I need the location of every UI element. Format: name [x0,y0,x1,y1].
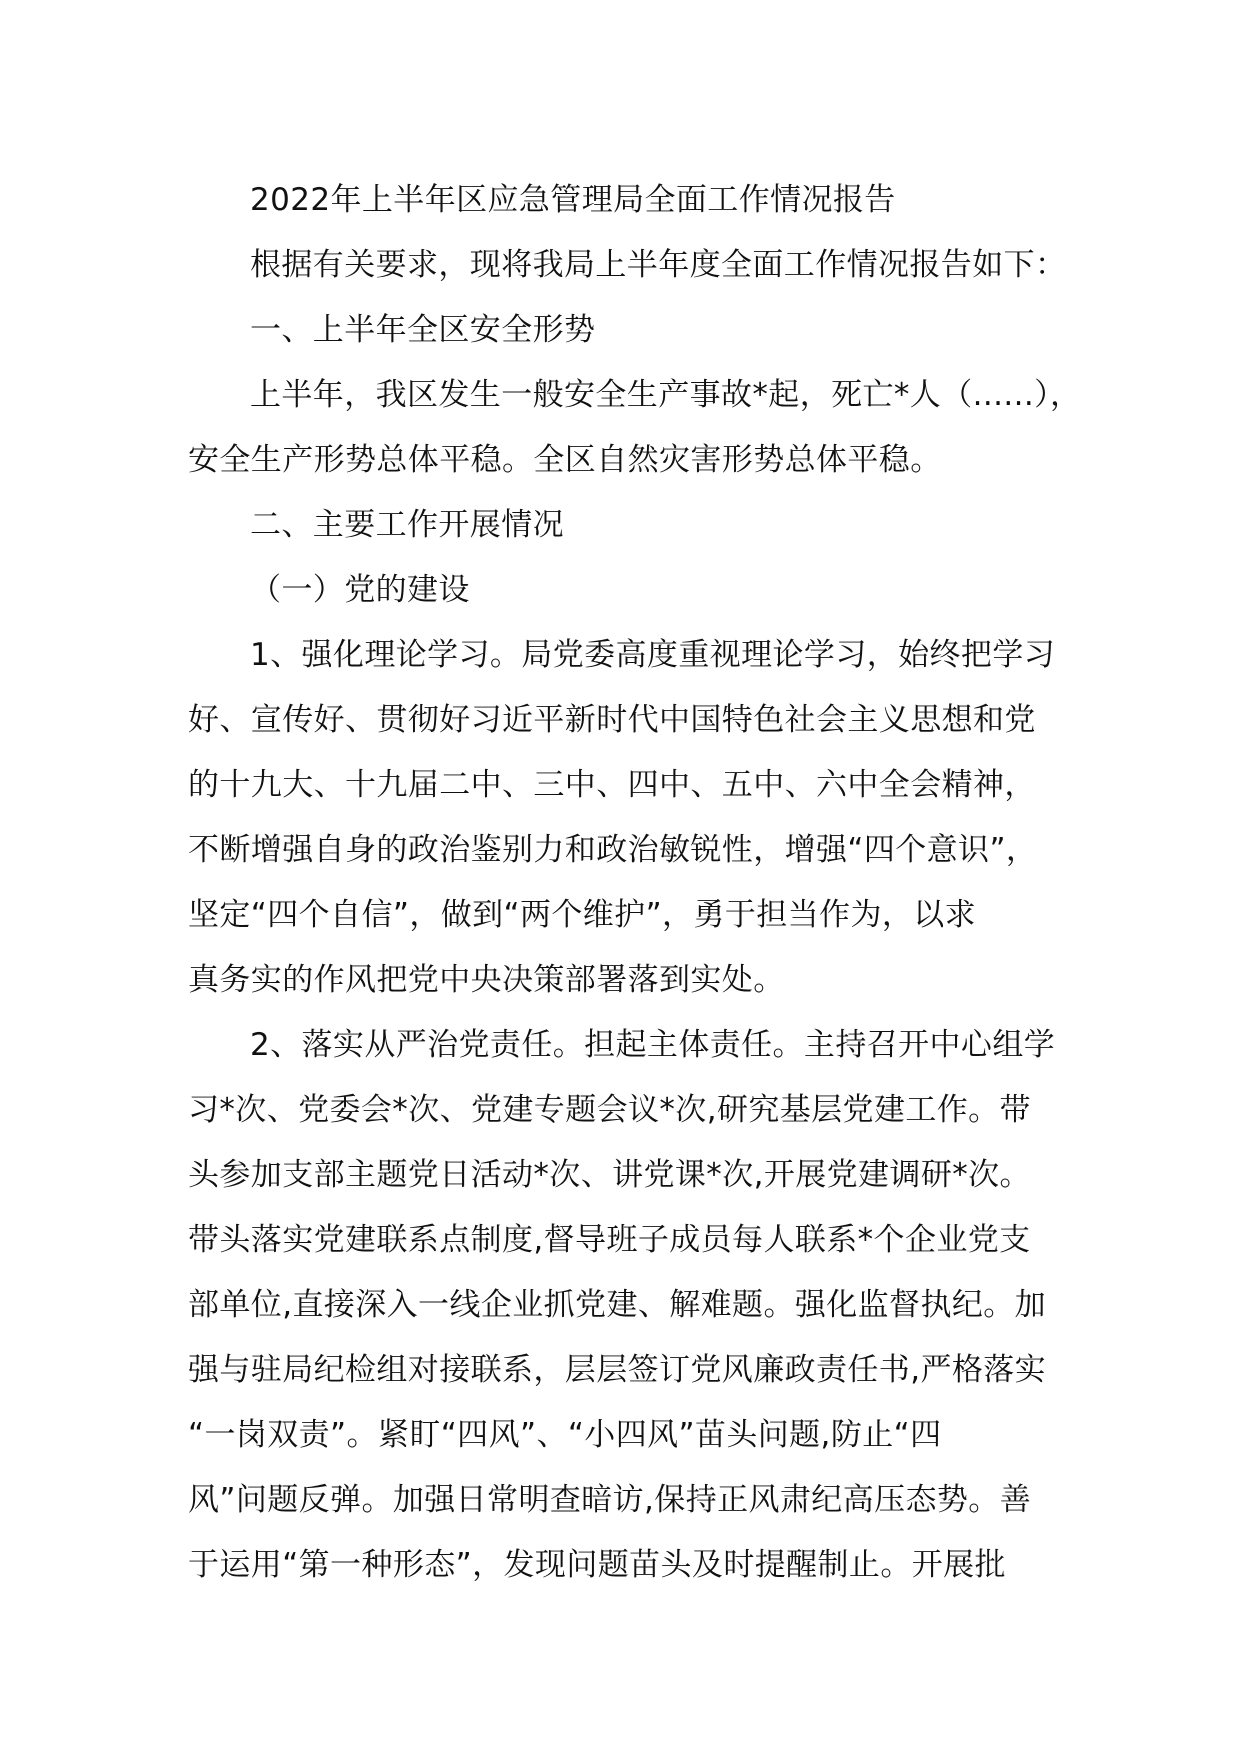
text-line: “一岗双责”。紧盯“四风”、“小四风”苗头问题,防止“四 [188,1417,942,1453]
text-line: 不断增强自身的政治鉴别力和政治敏锐性，增强“四个意识”， [188,832,1038,868]
text-line: 风”问题反弹。加强日常明查暗访,保持正风肃纪高压态势。善 [188,1482,1032,1518]
text-line: 二、主要工作开展情况 [250,507,564,543]
text-line: 1、强化理论学习。局党委高度重视理论学习，始终把学习 [250,637,1056,673]
document-title: 2022年上半年区应急管理局全面工作情况报告 [250,182,896,218]
text-line: （一）党的建设 [250,572,470,608]
document-lines [188,233,1082,1598]
text-line: 安全生产形势总体平稳。全区自然灾害形势总体平稳。 [188,442,942,478]
text-line: 于运用“第一种形态”，发现问题苗头及时提醒制止。开展批 [188,1547,1006,1583]
text-line: 上半年，我区发生一般安全生产事故*起，死亡*人（......）， [250,377,1082,413]
text-line: 习*次、党委会*次、党建专题会议*次,研究基层党建工作。带 [188,1092,1031,1128]
text-line: 真务实的作风把党中央决策部署落到实处。 [188,962,785,998]
text-line: 部单位,直接深入一线企业抓党建、解难题。强化监督执纪。加 [188,1287,1047,1323]
text-line: 一、上半年全区安全形势 [250,312,596,348]
text-line: 强与驻局纪检组对接联系，层层签订党风廉政责任书,严格落实 [188,1352,1047,1388]
text-line: 2、落实从严治党责任。担起主体责任。主持召开中心组学 [250,1027,1056,1063]
text-line: 带头落实党建联系点制度,督导班子成员每人联系*个企业党支 [188,1222,1031,1258]
document-body [188,168,1082,1598]
text-line: 根据有关要求，现将我局上半年度全面工作情况报告如下： [250,247,1067,283]
text-line: 坚定“四个自信”，做到“两个维护”，勇于担当作为，以求 [188,897,977,933]
text-line: 头参加支部主题党日活动*次、讲党课*次,开展党建调研*次。 [188,1157,1031,1193]
text-line: 的十九大、十九届二中、三中、四中、五中、六中全会精神， [188,767,1036,803]
text-line: 好、宣传好、贯彻好习近平新时代中国特色社会主义思想和党 [188,702,1036,738]
